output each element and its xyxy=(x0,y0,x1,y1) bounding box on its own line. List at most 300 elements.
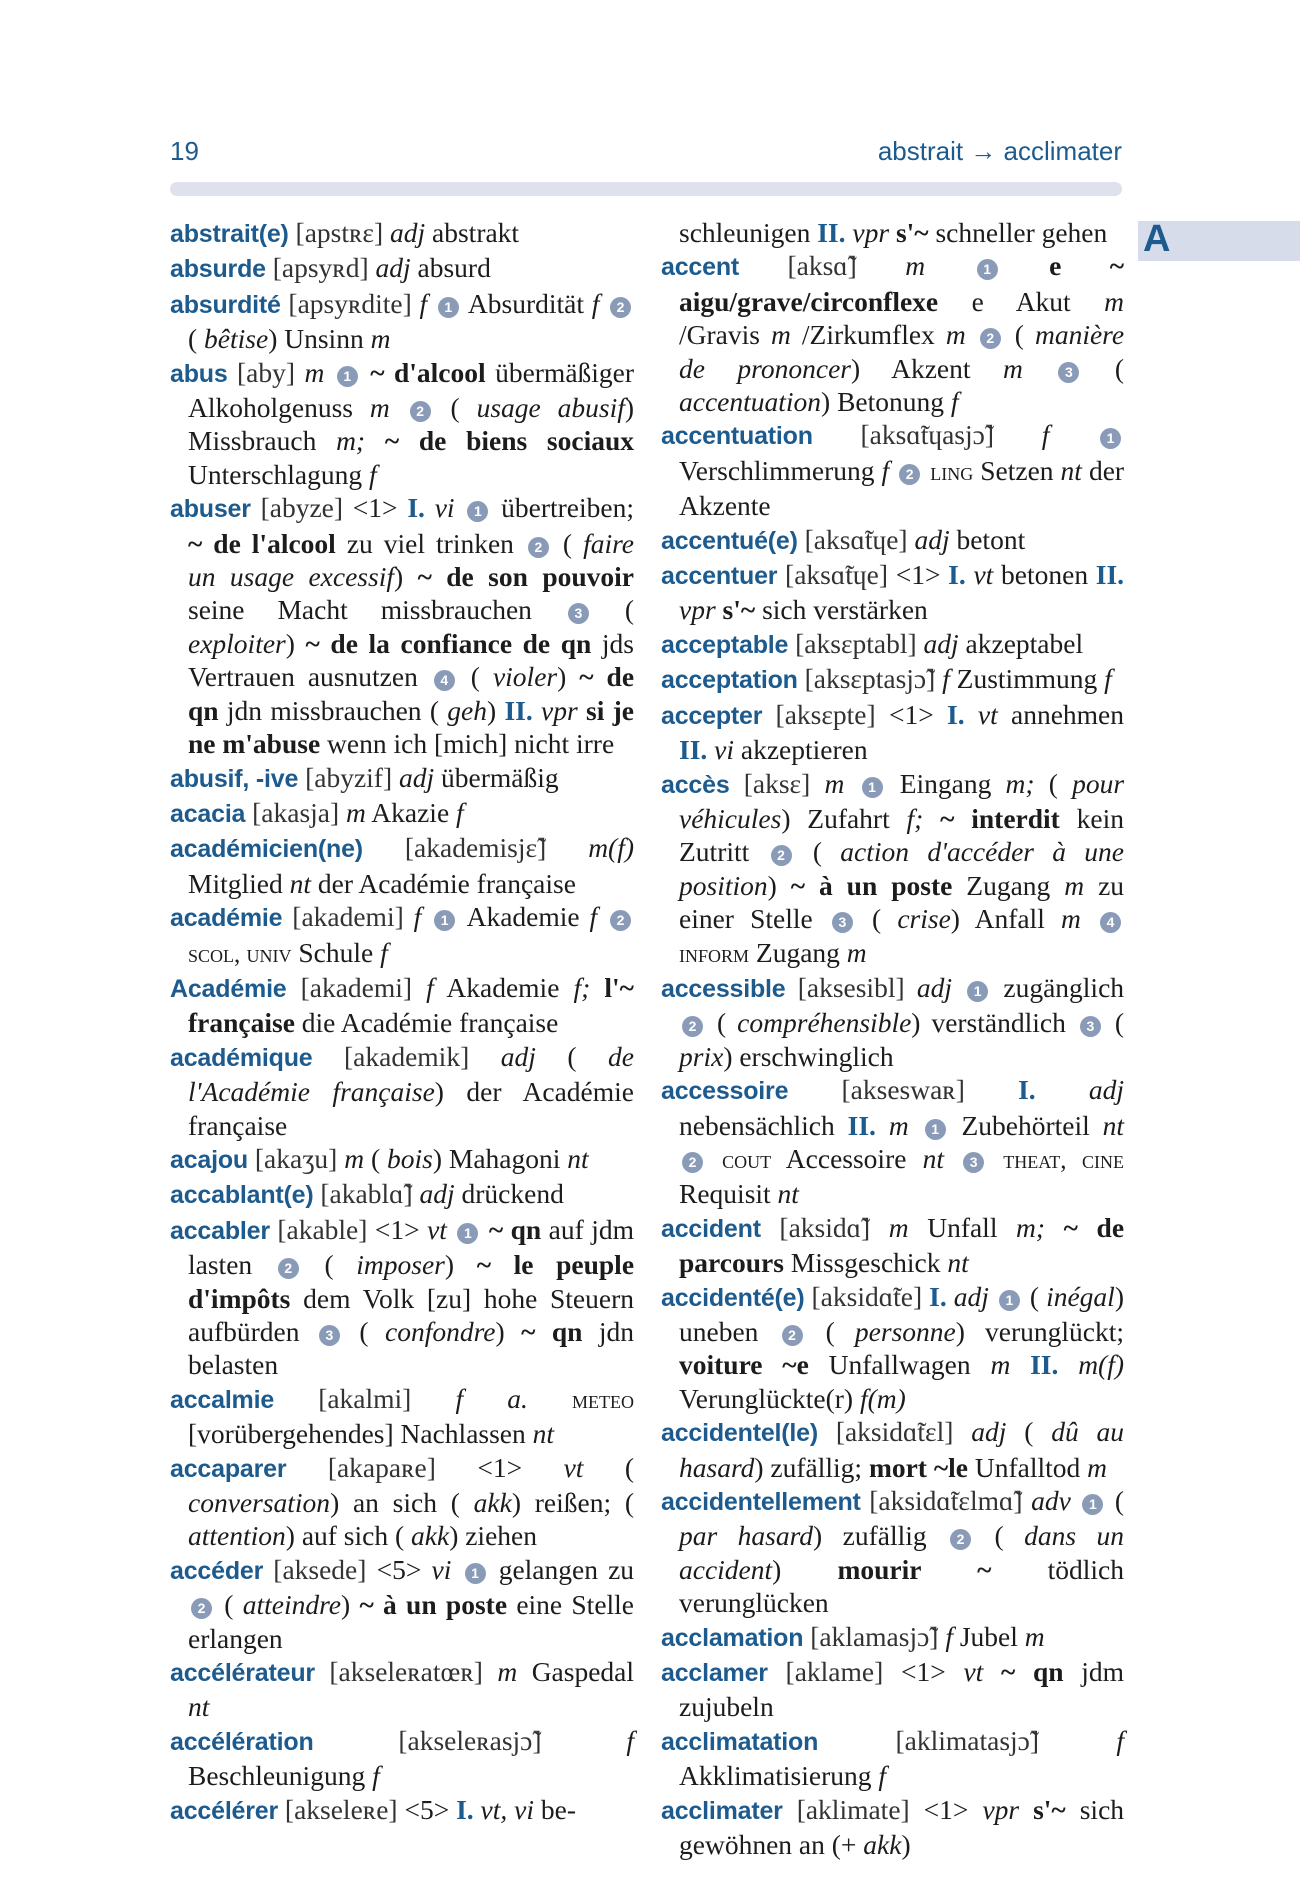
translation: nebensächlich xyxy=(679,1109,835,1141)
grammar-label: pour véhicules xyxy=(679,767,1125,834)
sense-number-icon: 2 xyxy=(610,910,631,931)
example-phrase: ~ de parcours xyxy=(679,1211,1125,1279)
translation: zugänglich xyxy=(1003,971,1125,1003)
headword: abstrait(e) xyxy=(170,220,289,248)
grammar-label: vpr xyxy=(852,217,890,248)
grammar-label: akk xyxy=(863,1829,902,1861)
grammar-label: nt xyxy=(532,1418,555,1450)
dictionary-entry xyxy=(170,831,634,900)
translation: Unterschlagung xyxy=(188,458,363,490)
roman-numeral: I. xyxy=(947,698,965,730)
translation: ( xyxy=(359,1316,369,1347)
sense-number-icon: 2 xyxy=(682,1016,703,1037)
translation: ( xyxy=(1114,1485,1125,1517)
dictionary-entry xyxy=(170,1655,634,1724)
grammar-label: adj xyxy=(390,217,426,248)
translation: <5> xyxy=(376,1553,422,1585)
grammar-label: f xyxy=(950,386,959,418)
roman-numeral: II. xyxy=(1095,559,1125,591)
dictionary-entry xyxy=(661,1280,1124,1416)
grammar-label: f(m) xyxy=(859,1382,906,1414)
translation: ) zufällig xyxy=(813,1520,927,1552)
pronunciation: [akable] xyxy=(277,1213,368,1245)
subject-label: cout xyxy=(722,1146,772,1174)
headword: accéder xyxy=(170,1556,264,1585)
headword: accentuer xyxy=(661,562,778,591)
grammar-label: adv xyxy=(1031,1485,1071,1517)
example-phrase: ~ qn xyxy=(488,1213,542,1245)
headword: accidentellement xyxy=(661,1488,861,1517)
translation: Beschleunigung xyxy=(188,1760,366,1792)
roman-numeral: II. xyxy=(817,217,846,248)
translation: ( xyxy=(567,1040,577,1072)
dictionary-entry xyxy=(661,1620,1124,1655)
translation: <1> xyxy=(352,492,398,524)
grammar-label: f xyxy=(881,454,890,486)
grammar-label: m xyxy=(771,319,791,351)
headword: abus xyxy=(170,359,228,388)
translation: ) xyxy=(341,1589,351,1621)
dictionary-entry xyxy=(170,491,634,760)
translation: Jubel xyxy=(959,1620,1018,1652)
headword: accablant(e) xyxy=(170,1181,314,1210)
grammar-label: vt, vi xyxy=(480,1793,534,1825)
grammar-label: action d'accéder à une position xyxy=(679,836,1124,901)
grammar-label: vt xyxy=(427,1213,447,1245)
translation: Mitglied xyxy=(188,867,283,899)
roman-numeral: I. xyxy=(1018,1074,1036,1106)
translation: ) Akzent xyxy=(850,352,971,384)
translation: ) uneben xyxy=(679,1280,1124,1347)
translation: der Akzente xyxy=(679,454,1125,522)
grammar-label: nt xyxy=(947,1247,969,1279)
translation: ( xyxy=(224,1589,234,1621)
headword: acceptation xyxy=(661,666,798,695)
dictionary-entry xyxy=(661,627,1124,662)
translation: ) Unsinn xyxy=(268,323,364,355)
thumb-index-letter: A xyxy=(1143,218,1171,260)
roman-numeral: II. xyxy=(679,734,708,766)
pronunciation: [aksɑ̃tɥasjɔ̃] xyxy=(860,419,994,451)
headword: académie xyxy=(170,904,283,933)
translation: ( xyxy=(1114,1007,1125,1039)
roman-numeral: I. xyxy=(407,492,425,524)
translation: jdn belasten xyxy=(188,1316,635,1381)
sense-number-icon: 1 xyxy=(925,1119,946,1140)
translation: jdn missbrauchen ( xyxy=(226,694,439,726)
translation: übertreiben; xyxy=(501,492,634,524)
dictionary-entry xyxy=(170,1040,634,1142)
grammar-label: attention xyxy=(188,1520,286,1552)
translation: schleunigen xyxy=(679,217,811,248)
translation: <1> xyxy=(923,1793,969,1825)
dictionary-entry xyxy=(661,1415,1124,1484)
translation: ) xyxy=(444,1249,455,1281)
translation: [vorübergehendes] Nachlassen xyxy=(188,1418,526,1450)
grammar-label: f xyxy=(455,1382,464,1414)
grammar-label: f xyxy=(413,901,422,933)
pronunciation: [aksesibl] xyxy=(797,971,905,1003)
example-phrase: e ~ aigu/grave/circonflexe xyxy=(679,250,1125,317)
translation: annehmen xyxy=(1011,698,1125,730)
grammar-label: imposer xyxy=(356,1249,445,1281)
example-phrase: s'~ xyxy=(1033,1793,1066,1825)
example-phrase: ~ le peuple d'impôts xyxy=(188,1249,635,1314)
example-phrase: ~ de son pouvoir xyxy=(417,561,635,593)
grammar-label: faire un usage excessif xyxy=(188,527,635,593)
subject-label: inform xyxy=(679,940,750,968)
translation: Verschlimmerung xyxy=(679,454,875,486)
grammar-label: nt xyxy=(567,1142,589,1174)
grammar-label: confondre xyxy=(385,1316,496,1347)
pronunciation: [aksɛptasjɔ̃] xyxy=(804,663,936,695)
grammar-label: vi xyxy=(431,1553,452,1585)
headword: accessoire xyxy=(661,1077,789,1106)
pronunciation: [apsyʀdite] xyxy=(288,287,412,319)
example-phrase: mourir ~ xyxy=(837,1553,992,1585)
dictionary-entry xyxy=(661,1724,1124,1793)
grammar-label: m xyxy=(888,1211,909,1243)
translation: ( xyxy=(825,1316,835,1347)
sense-number-icon: 1 xyxy=(434,910,455,931)
headword: acclimater xyxy=(661,1796,783,1825)
translation: tödlich verunglücken xyxy=(679,1553,1124,1619)
pronunciation: [aklimate] xyxy=(796,1793,910,1825)
translation: sich gewöhnen an (+ xyxy=(679,1793,1125,1861)
sense-number-icon: 4 xyxy=(1100,912,1121,933)
grammar-label: f xyxy=(626,1724,635,1756)
grammar-label: adj xyxy=(916,971,952,1003)
dictionary-entry xyxy=(661,1484,1124,1620)
translation: Unfall xyxy=(927,1211,998,1243)
grammar-label: compréhensible xyxy=(737,1007,912,1039)
translation: ) xyxy=(557,661,567,693)
grammar-label: vt xyxy=(563,1451,584,1483)
translation: übermäßig xyxy=(441,761,559,793)
grammar-label: prix xyxy=(679,1040,724,1072)
pronunciation: [akseswaʀ] xyxy=(841,1074,965,1106)
translation: ) xyxy=(495,1316,505,1347)
grammar-label: f xyxy=(942,663,950,695)
grammar-label: m xyxy=(888,1109,909,1141)
headword: accepter xyxy=(661,701,763,730)
translation: absurd xyxy=(417,252,491,284)
grammar-label: nt xyxy=(1060,454,1082,486)
translation: kein Zutritt xyxy=(679,802,1124,868)
pronunciation: [apsyʀd] xyxy=(272,252,369,284)
translation: /Gravis xyxy=(679,319,760,351)
grammar-label: m xyxy=(1024,1620,1045,1652)
dictionary-entry xyxy=(661,1793,1124,1862)
grammar-label: nt xyxy=(188,1691,210,1723)
dictionary-entry xyxy=(661,216,1124,249)
pronunciation: [aklame] xyxy=(785,1656,884,1688)
pronunciation: [aksede] xyxy=(273,1553,367,1585)
translation: ) Zufahrt xyxy=(781,802,890,834)
translation: ) an sich ( xyxy=(330,1487,460,1519)
grammar-label: f; xyxy=(906,802,924,834)
sense-number-icon: 3 xyxy=(568,603,589,624)
grammar-label: m xyxy=(1104,285,1124,317)
grammar-label: m; xyxy=(1005,767,1035,799)
translation: wenn ich [mich] nicht irre xyxy=(327,728,615,760)
translation: schneller gehen xyxy=(935,217,1108,248)
sense-number-icon: 4 xyxy=(434,670,455,691)
translation: ) ziehen xyxy=(449,1520,537,1552)
sense-number-icon: 2 xyxy=(191,1598,212,1619)
sense-number-icon: 2 xyxy=(278,1258,299,1279)
roman-numeral: I. xyxy=(929,1280,947,1312)
translation: zu einer Stelle xyxy=(679,869,1125,935)
dictionary-entry xyxy=(170,356,634,492)
sense-number-icon: 1 xyxy=(465,1563,486,1584)
grammar-label: a. xyxy=(507,1382,528,1414)
pronunciation: [aksɑ̃] xyxy=(787,250,857,282)
translation: Accessoire xyxy=(785,1142,907,1174)
example-phrase: ~ qn xyxy=(1001,1656,1064,1688)
headword: accidenté(e) xyxy=(661,1283,805,1312)
grammar-label: f; xyxy=(573,971,591,1003)
translation: Akademie xyxy=(466,901,580,933)
pronunciation: [akademi] xyxy=(300,971,413,1003)
translation: ) Mahagoni xyxy=(432,1142,561,1174)
grammar-label: adj xyxy=(914,523,950,555)
grammar-label: geh xyxy=(447,694,487,726)
dictionary-entry xyxy=(661,418,1124,522)
sense-number-icon: 2 xyxy=(771,845,792,866)
grammar-label: vpr xyxy=(541,694,578,726)
grammar-label: m xyxy=(1064,869,1085,901)
translation: übermäßiger Alkoholgenuss xyxy=(188,356,635,424)
translation: Gaspedal xyxy=(531,1656,635,1688)
grammar-label: m xyxy=(1087,1451,1108,1483)
dictionary-entry xyxy=(170,900,634,971)
sense-number-icon: 3 xyxy=(319,1325,340,1346)
pronunciation: [aksɛ] xyxy=(743,767,811,799)
headword: accidentel(le) xyxy=(661,1419,818,1448)
grammar-label: dans un accident xyxy=(679,1520,1124,1585)
translation: gelangen zu xyxy=(498,1553,635,1585)
roman-numeral: I. xyxy=(456,1793,474,1825)
grammar-label: f xyxy=(372,1760,380,1792)
grammar-label: f xyxy=(1041,419,1050,451)
grammar-label: m xyxy=(369,392,390,424)
pronunciation: [aklamasjɔ̃] xyxy=(810,1620,939,1652)
translation: Zugang xyxy=(966,869,1051,901)
translation: betont xyxy=(956,523,1026,555)
sense-number-icon: 2 xyxy=(782,1325,803,1346)
pronunciation: [akseleʀasjɔ̃] xyxy=(398,1724,542,1756)
dictionary-entry xyxy=(170,1553,634,1655)
grammar-label: f xyxy=(426,971,434,1003)
translation: ) verständlich xyxy=(911,1007,1066,1039)
translation: Absurdität xyxy=(467,287,585,319)
grammar-label: m xyxy=(497,1656,518,1688)
pronunciation: [akademisjɛ̃] xyxy=(404,832,547,864)
translation: Zustimmung xyxy=(956,663,1098,695)
pronunciation: [akapaʀe] xyxy=(327,1451,436,1483)
grammar-label: f xyxy=(591,287,600,319)
translation: ) Missbrauch xyxy=(188,392,635,457)
dictionary-entry xyxy=(661,698,1124,767)
sense-number-icon: 1 xyxy=(467,501,488,522)
pronunciation: [akasja] xyxy=(252,796,340,828)
grammar-label: dû au hasard xyxy=(679,1416,1125,1483)
translation: Unfalltod xyxy=(974,1451,1081,1483)
translation: ) Betonung xyxy=(821,386,945,418)
grammar-label: crise xyxy=(897,903,951,935)
grammar-label: f xyxy=(589,901,598,933)
dictionary-entry xyxy=(661,558,1124,627)
dictionary-entry xyxy=(170,216,634,251)
grammar-label: vpr xyxy=(679,594,716,626)
dictionary-entry xyxy=(170,971,634,1040)
translation: <1> xyxy=(477,1451,523,1483)
translation: <1> xyxy=(374,1213,420,1245)
sense-number-icon: 2 xyxy=(682,1152,703,1173)
grammar-label: bêtise xyxy=(204,323,269,355)
grammar-label: m xyxy=(824,767,845,799)
translation: ( xyxy=(370,1142,381,1174)
headword: accalmie xyxy=(170,1385,275,1414)
translation: ( xyxy=(470,661,480,693)
headword: acacia xyxy=(170,799,246,828)
sense-number-icon: 1 xyxy=(1082,1494,1103,1515)
grammar-label: m xyxy=(1003,352,1023,384)
example-phrase: voiture ~e xyxy=(679,1349,809,1381)
headword: abuser xyxy=(170,495,251,524)
translation: ) auf sich ( xyxy=(285,1520,405,1552)
translation: ) xyxy=(285,627,295,659)
pronunciation: [aksɑ̃tɥe] xyxy=(804,523,908,555)
translation: ) xyxy=(772,1553,782,1585)
translation: /Zirkumflex xyxy=(801,319,935,351)
sense-number-icon: 3 xyxy=(832,912,853,933)
dictionary-entry xyxy=(661,249,1124,418)
grammar-label: f xyxy=(1116,1724,1124,1756)
example-phrase: ~ de biens sociaux xyxy=(384,425,635,457)
example-phrase: ~ de la confiance de qn xyxy=(305,627,592,659)
dictionary-entry xyxy=(661,767,1124,971)
grammar-label: m xyxy=(370,323,391,355)
grammar-label: violer xyxy=(492,661,558,693)
translation: ( xyxy=(562,527,573,559)
translation: ) xyxy=(901,1829,911,1861)
grammar-label: manière de prononcer xyxy=(679,319,1125,384)
translation: <1> xyxy=(900,1656,946,1688)
grammar-label: adj xyxy=(971,1416,1007,1448)
translation: ( xyxy=(1114,352,1125,384)
translation: ( xyxy=(1024,1416,1034,1448)
grammar-label: vt xyxy=(963,1656,984,1688)
translation: ) zufällig; xyxy=(754,1451,863,1483)
dictionary-entry xyxy=(170,287,634,356)
grammar-label: atteindre xyxy=(242,1589,341,1621)
roman-numeral: II. xyxy=(504,694,533,726)
translation: eine Stelle erlangen xyxy=(188,1589,635,1654)
translation: ) reißen; ( xyxy=(511,1487,634,1519)
translation: akzeptabel xyxy=(965,627,1084,659)
grammar-label: f xyxy=(369,458,377,490)
translation: Unfallwagen xyxy=(828,1349,971,1381)
grammar-label: f xyxy=(380,936,388,968)
example-phrase: mort ~le xyxy=(868,1451,968,1483)
translation: ( xyxy=(1014,319,1024,351)
pronunciation: [aklimatasjɔ̃] xyxy=(895,1724,1040,1756)
sense-number-icon: 2 xyxy=(410,401,431,422)
pronunciation: [aksɛptabl] xyxy=(795,627,917,659)
pronunciation: [akalmi] xyxy=(318,1382,412,1414)
right-column xyxy=(661,216,1124,1862)
grammar-label: m xyxy=(1060,903,1081,935)
example-phrase: ~ de l'alcool xyxy=(188,527,336,559)
headword: Académie xyxy=(170,974,287,1003)
grammar-label: conversation xyxy=(188,1487,331,1519)
grammar-label: f xyxy=(878,1760,886,1792)
grammar-label: par hasard xyxy=(679,1520,814,1552)
dictionary-entry xyxy=(170,761,634,796)
translation: ( xyxy=(1048,767,1058,799)
grammar-label: adj xyxy=(1088,1074,1125,1106)
translation: ( xyxy=(872,903,882,935)
example-phrase: si je ne m'abuse xyxy=(188,694,635,760)
translation: e Akut xyxy=(971,285,1071,317)
headword: académique xyxy=(170,1043,313,1072)
translation: <1> xyxy=(895,559,941,591)
translation: ) verunglückt; xyxy=(955,1316,1125,1347)
translation: <5> xyxy=(404,1793,450,1825)
translation: Eingang xyxy=(899,767,992,799)
translation: auf jdm lasten xyxy=(188,1213,635,1281)
dictionary-entry xyxy=(661,1073,1124,1211)
grammar-label: usage abusif xyxy=(476,392,625,424)
subject-label: scol, univ xyxy=(188,940,292,968)
headword: académicien(ne) xyxy=(170,835,363,864)
grammar-label: m(f) xyxy=(588,832,635,864)
grammar-label: nt xyxy=(289,867,311,899)
roman-numeral: II. xyxy=(847,1109,876,1141)
subject-label: ling xyxy=(930,458,974,486)
translation: ( xyxy=(624,1451,635,1483)
example-phrase: ~ de qn xyxy=(188,661,635,726)
headword: accès xyxy=(661,770,730,799)
translation: jds Vertrauen ausnutzen xyxy=(188,627,635,693)
headword: acceptable xyxy=(661,630,789,659)
grammar-label: de l'Académie française xyxy=(188,1040,635,1108)
grammar-label: vpr xyxy=(982,1793,1020,1825)
translation: dem Volk [zu] hohe Steuern aufbürden xyxy=(188,1282,634,1347)
sense-number-icon: 1 xyxy=(438,297,459,318)
dictionary-entry xyxy=(170,1724,634,1793)
translation: Zubehörteil xyxy=(961,1109,1090,1141)
example-phrase: ~ qn xyxy=(521,1316,583,1347)
subject-label: theat, cine xyxy=(1003,1146,1125,1174)
grammar-label: vt xyxy=(977,698,998,730)
grammar-label: adj xyxy=(398,761,435,793)
translation: ( xyxy=(1029,1280,1040,1312)
grammar-label: vi xyxy=(714,734,735,766)
headword: accentué(e) xyxy=(661,526,798,555)
dictionary-entry xyxy=(661,971,1124,1073)
grammar-label: m xyxy=(846,936,867,968)
grammar-label: m xyxy=(990,1349,1011,1381)
translation: akzeptieren xyxy=(740,734,868,766)
headword: accélération xyxy=(170,1727,314,1756)
headword: absurdité xyxy=(170,290,281,319)
grammar-label: akk xyxy=(411,1520,450,1552)
roman-numeral: II. xyxy=(1030,1349,1059,1381)
dictionary-entry xyxy=(661,523,1124,558)
